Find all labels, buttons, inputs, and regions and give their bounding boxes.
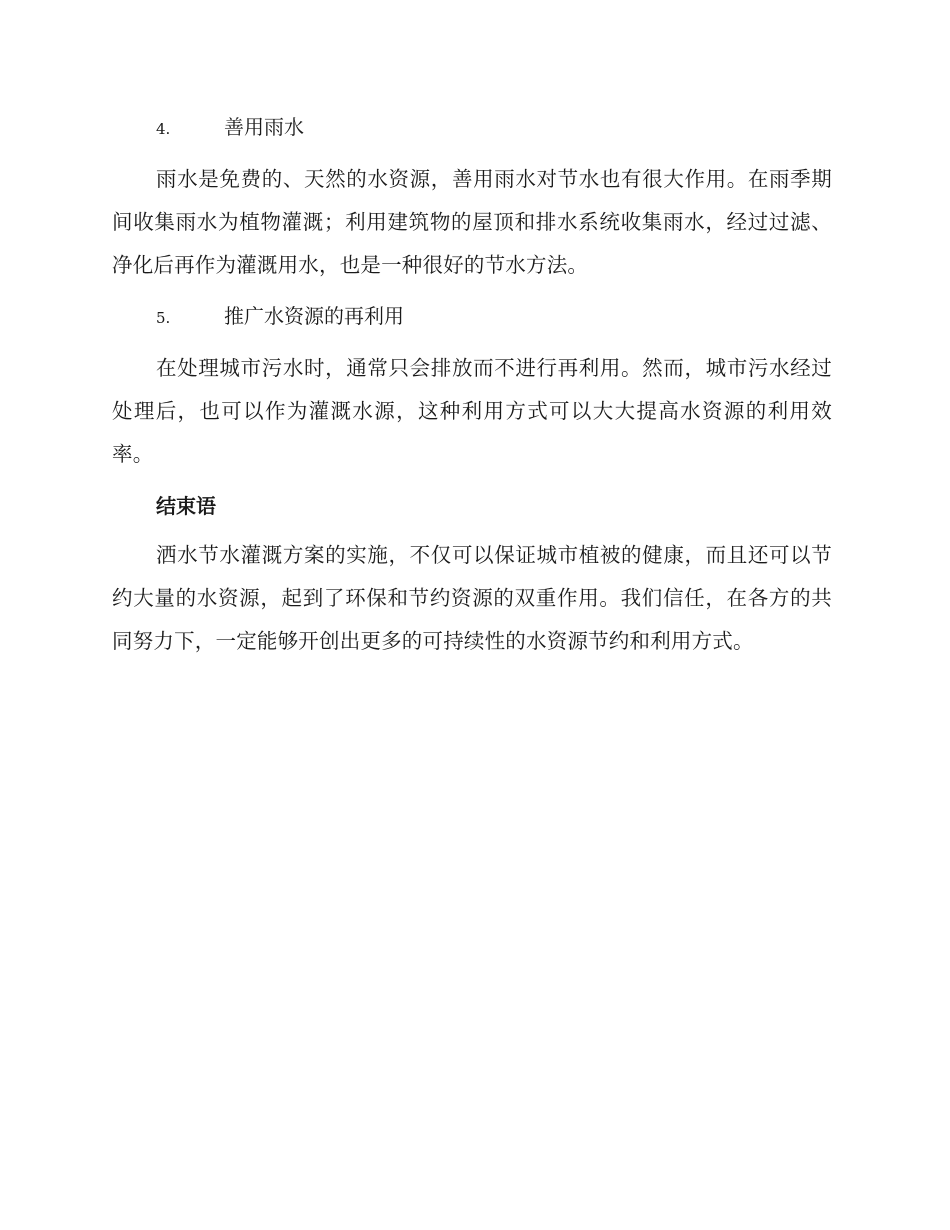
- list-title: 推广水资源的再利用: [224, 304, 404, 328]
- document-content: [112, 108, 832, 673]
- paragraph-rainwater: 雨水是免费的、天然的水资源，善用雨水对节水也有很大作用。在雨季期间收集雨水为植物灌溉；利用建筑物的屋顶和排水系统收集雨水，经过过滤、净化后再作为灌溉用水，也是一种很好的节水方法。: [112, 167, 832, 277]
- list-number: 5.: [156, 309, 171, 327]
- conclusion-heading: 结束语: [156, 494, 216, 518]
- list-heading-5: [112, 297, 832, 337]
- paragraph-conclusion: 洒水节水灌溉方案的实施，不仅可以保证城市植被的健康，而且还可以节约大量的水资源，起到了环保和节约资源的双重作用。我们信任，在各方的共同努力下，一定能够开创出更多的可持续性的水资源节约和利用方式。: [112, 543, 832, 653]
- list-heading-4: [112, 108, 832, 148]
- list-title: 善用雨水: [224, 115, 304, 139]
- paragraph-water-reuse: 在处理城市污水时，通常只会排放而不进行再利用。然而，城市污水经过处理后，也可以作为灌溉水源，这种利用方式可以大大提高水资源的利用效率。: [112, 356, 832, 466]
- list-number: 4.: [156, 120, 171, 138]
